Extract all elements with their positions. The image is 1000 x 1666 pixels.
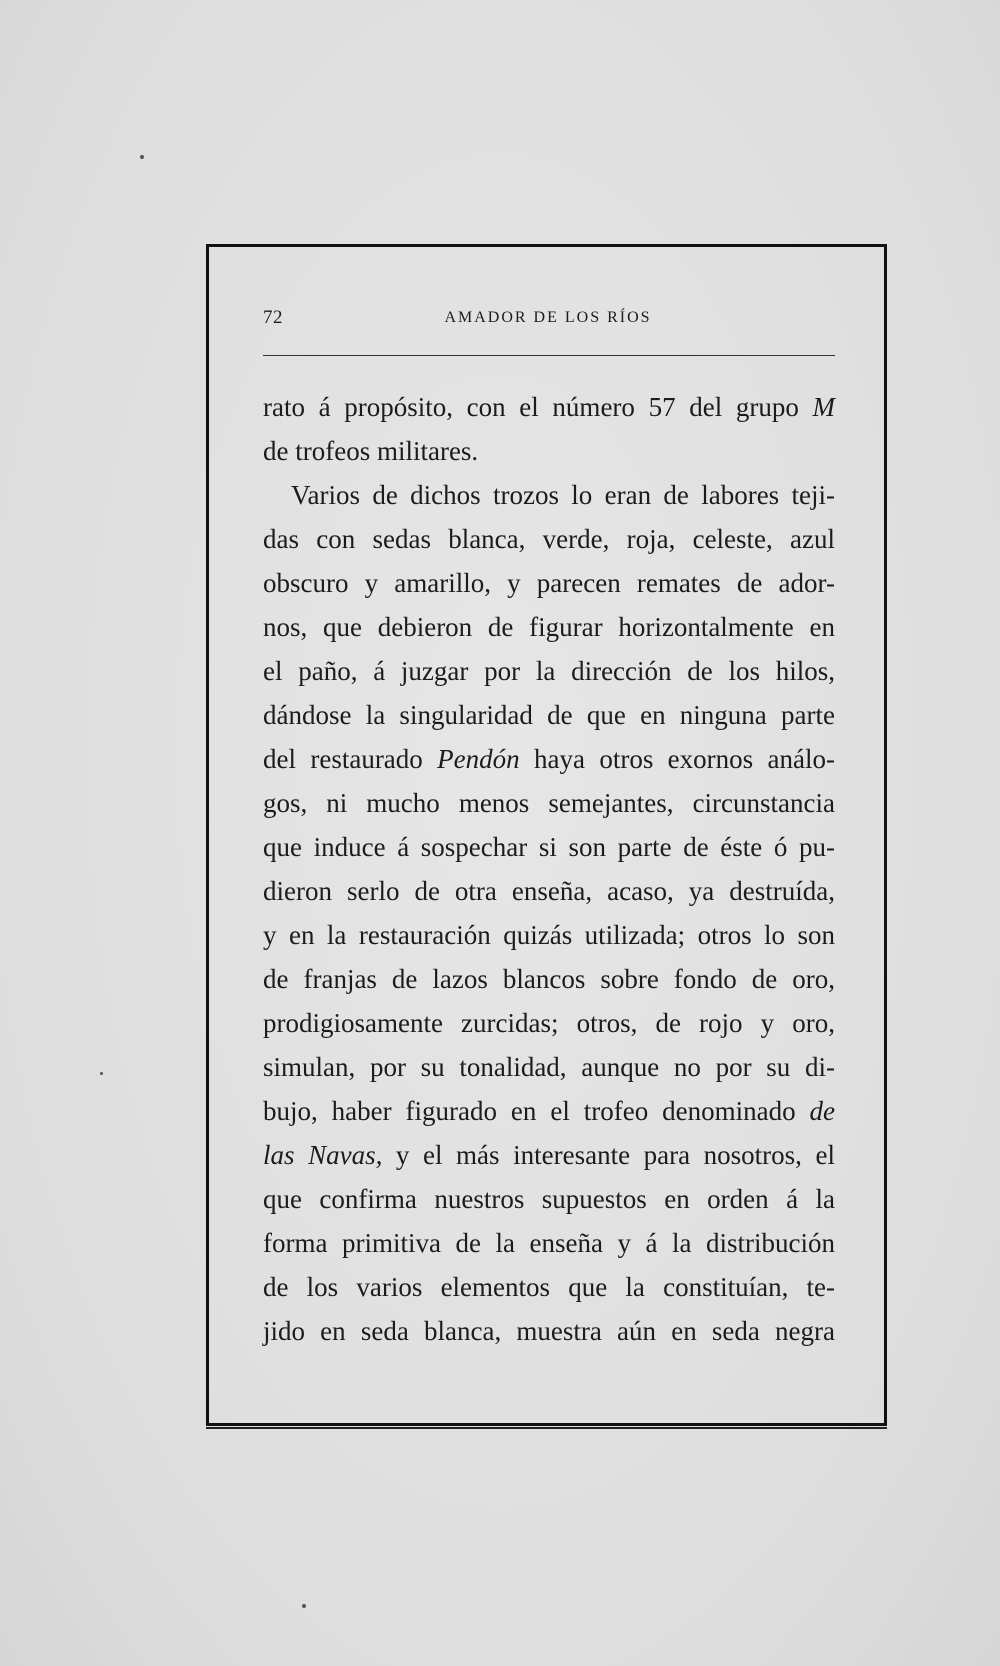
- text-line: dándose la singularidad de que en ninguna parte: [263, 700, 835, 730]
- body-text: [263, 385, 835, 1353]
- paper-speck: [302, 1604, 306, 1608]
- text-line: el paño, á juzgar por la dirección de los hilos,: [263, 656, 835, 686]
- paper-speck: [100, 1072, 103, 1075]
- text-line: las Navas, y el más interesante para nosotros, el: [263, 1140, 835, 1170]
- text-frame: [206, 244, 887, 1426]
- text-line: obscuro y amarillo, y parecen remates de ador-: [263, 568, 835, 598]
- text-line: de franjas de lazos blancos sobre fondo de oro,: [263, 964, 835, 994]
- text-line: que induce á sospechar si son parte de éste ó pu-: [263, 832, 835, 862]
- text-line: que confirma nuestros supuestos en orden á la: [263, 1184, 835, 1214]
- page-header: [263, 307, 833, 337]
- text-line: del restaurado Pendón haya otros exornos análo-: [263, 744, 835, 774]
- paper-speck: [140, 155, 144, 159]
- text-line: de los varios elementos que la constituían, te-: [263, 1272, 835, 1302]
- text-line: prodigiosamente zurcidas; otros, de rojo y oro,: [263, 1008, 835, 1038]
- text-line: rato á propósito, con el número 57 del grupo M: [263, 392, 835, 422]
- text-line: Varios de dichos trozos lo eran de labores teji-: [291, 480, 835, 510]
- running-head: AMADOR DE LOS RÍOS: [444, 309, 652, 326]
- text-line: de trofeos militares.: [263, 436, 479, 466]
- text-line: bujo, haber figurado en el trofeo denominado de: [263, 1096, 835, 1126]
- text-line: das con sedas blanca, verde, roja, celeste, azul: [263, 524, 835, 554]
- text-line: nos, que debieron de figurar horizontalmente en: [263, 612, 835, 642]
- text-line: simulan, por su tonalidad, aunque no por su di-: [263, 1052, 835, 1082]
- text-line: y en la restauración quizás utilizada; otros lo son: [263, 920, 835, 950]
- text-line: forma primitiva de la enseña y á la distribución: [263, 1228, 835, 1258]
- text-line: jido en seda blanca, muestra aún en seda negra: [263, 1316, 835, 1346]
- text-line: gos, ni mucho menos semejantes, circunstancia: [263, 788, 835, 818]
- header-rule: [263, 355, 835, 356]
- page-number: 72: [263, 307, 283, 328]
- text-line: dieron serlo de otra enseña, acaso, ya destruída,: [263, 876, 835, 906]
